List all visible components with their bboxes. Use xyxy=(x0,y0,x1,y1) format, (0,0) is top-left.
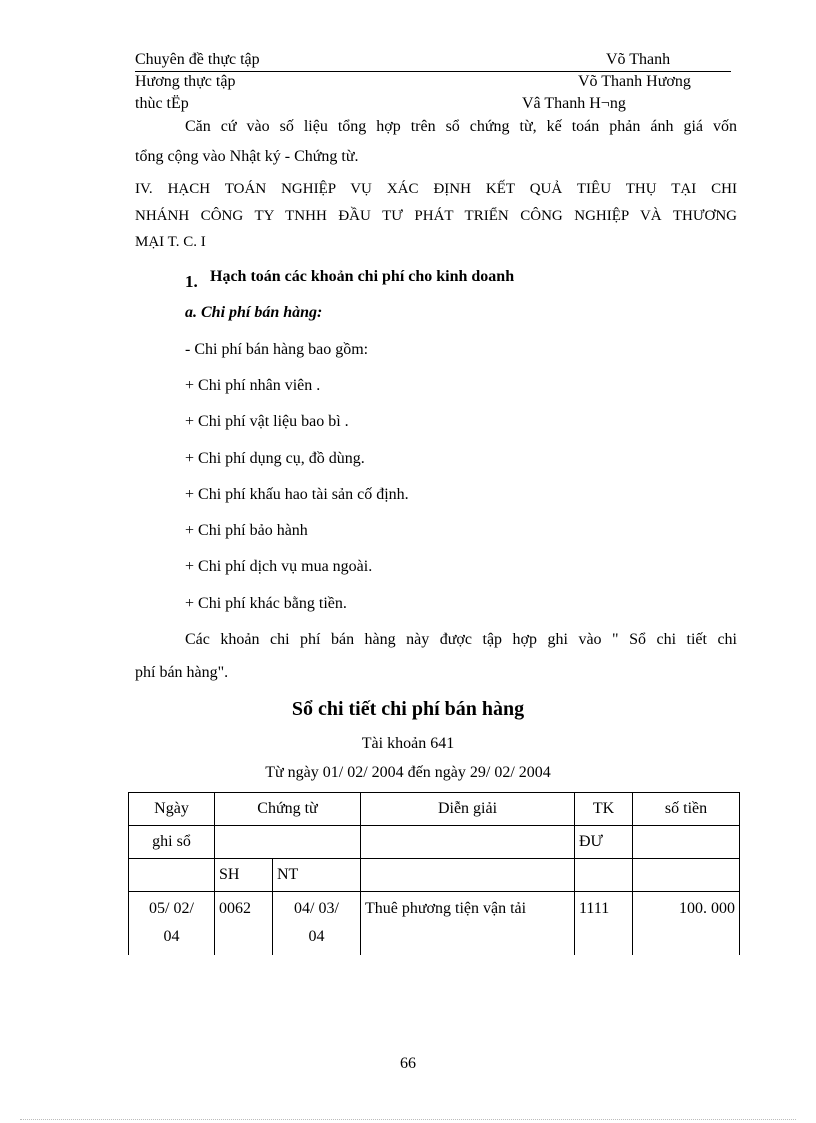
table-header-row xyxy=(129,859,740,892)
header-nt: NT xyxy=(273,859,361,892)
cell-tk: 1111 xyxy=(575,892,633,956)
header-blank xyxy=(129,859,215,892)
header-tk: TK xyxy=(575,793,633,826)
subsection-number: 1. xyxy=(185,272,198,291)
header-amount-blank xyxy=(633,826,740,859)
cell-date-line-2: 04 xyxy=(163,928,180,945)
cell-sh: 0062 xyxy=(215,892,273,956)
page-bottom-rule xyxy=(20,1119,796,1120)
header-tk-2: ĐƯ xyxy=(575,826,633,859)
header-voucher-blank xyxy=(215,826,361,859)
header-description-blank xyxy=(361,826,575,859)
header-date: Ngày xyxy=(129,793,215,826)
cell-nt-line-2: 04 xyxy=(308,928,325,945)
header-left-2: Hương thực tập xyxy=(135,73,236,90)
ledger-title: Sổ chi tiết chi phí bán hàng xyxy=(291,698,525,720)
header-voucher: Chứng từ xyxy=(215,793,361,826)
cell-date-line-1: 05/ 02/ xyxy=(149,900,194,917)
header-blank xyxy=(575,859,633,892)
list-item: + Chi phí dịch vụ mua ngoài. xyxy=(185,558,373,575)
cell-date xyxy=(129,892,215,956)
list-item: + Chi phí khác bằng tiền. xyxy=(185,595,347,612)
section-iv-line-3: MẠI T. C. I xyxy=(135,234,206,250)
intro-line-2: tổng cộng vào Nhật ký - Chứng từ. xyxy=(135,148,359,165)
header-right-1: Võ Thanh xyxy=(606,51,671,68)
subsection-a-title: a. Chi phí bán hàng: xyxy=(185,304,323,321)
cell-nt-line-1: 04/ 03/ xyxy=(294,900,339,917)
table-header-row xyxy=(129,793,740,826)
list-intro: - Chi phí bán hàng bao gồm: xyxy=(185,341,369,358)
header-blank xyxy=(361,859,575,892)
header-right-2: Võ Thanh Hương xyxy=(578,73,691,90)
list-item: + Chi phí nhân viên . xyxy=(185,377,321,394)
ledger-period: Từ ngày 01/ 02/ 2004 đến ngày 29/ 02/ 2004 xyxy=(265,764,551,781)
cell-description: Thuê phương tiện vận tải xyxy=(361,892,575,956)
table-header-row xyxy=(129,826,740,859)
header-left-1: Chuyên đề thực tập xyxy=(135,51,260,68)
list-item: + Chi phí vật liệu bao bì . xyxy=(185,413,349,430)
header-sh: SH xyxy=(215,859,273,892)
section-iv-line-2: NHÁNH CÔNG TY TNHH ĐẦU TƯ PHÁT TRIỂN CÔNG NGHIỆP VÀ THƯƠNG xyxy=(135,208,737,224)
header-date-2: ghi sổ xyxy=(129,826,215,859)
cell-amount: 100. 000 xyxy=(633,892,740,956)
closing-line-2: phí bán hàng". xyxy=(135,664,229,681)
ledger-table xyxy=(128,792,740,955)
header-blank xyxy=(633,859,740,892)
page-number: 66 xyxy=(400,1055,416,1072)
subsection-title: Hạch toán các khoản chi phí cho kinh doanh xyxy=(210,268,515,285)
header-rule xyxy=(135,71,731,72)
header-amount: số tiền xyxy=(633,793,740,826)
section-iv-line-1: IV. HẠCH TOÁN NGHIỆP VỤ XÁC ĐỊNH KẾT QUẢ TIÊU THỤ TẠI CHI xyxy=(135,181,737,197)
ledger-account: Tài khoản 641 xyxy=(361,735,455,752)
header-left-3: thùc tËp xyxy=(135,95,189,112)
cell-nt xyxy=(273,892,361,956)
list-item: + Chi phí bảo hành xyxy=(185,522,308,539)
list-item: + Chi phí dụng cụ, đồ dùng. xyxy=(185,450,365,467)
intro-line-1: Căn cứ vào số liệu tổng hợp trên sổ chứng từ, kế toán phản ánh giá vốn xyxy=(185,118,737,135)
list-item: + Chi phí khấu hao tài sản cố định. xyxy=(185,486,409,503)
table-row xyxy=(129,892,740,956)
header-description: Diễn giải xyxy=(361,793,575,826)
header-right-3: Vâ Thanh H¬ng xyxy=(522,95,626,112)
closing-line-1: Các khoản chi phí bán hàng này được tập hợp ghi vào " Sổ chi tiết chi xyxy=(185,631,737,648)
